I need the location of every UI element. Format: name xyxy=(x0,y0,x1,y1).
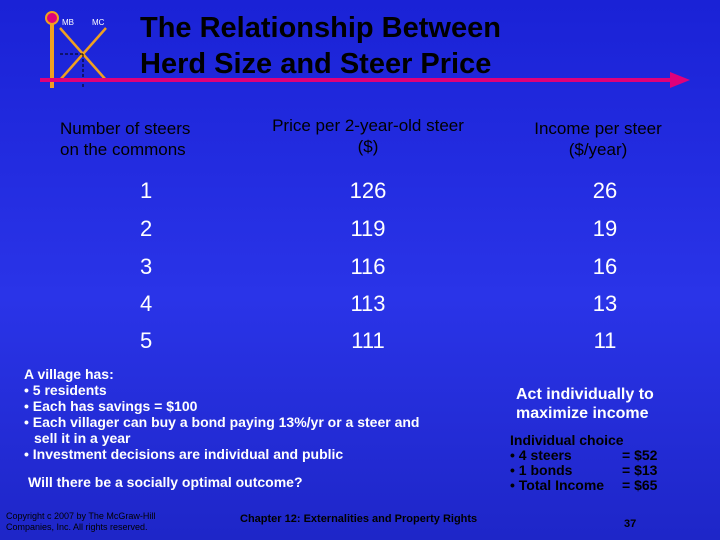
village-heading: A village has: xyxy=(24,366,114,382)
header-price-line1: Price per 2-year-old steer xyxy=(272,116,464,135)
cell-steers: 1 xyxy=(140,178,153,203)
copyright-notice xyxy=(6,511,216,533)
cell-price: 111 xyxy=(351,328,385,353)
choice-label: • 4 steers xyxy=(510,447,572,463)
logo-mc-label: MC xyxy=(92,18,105,27)
village-bullet-continuation: sell it in a year xyxy=(34,430,131,446)
page-number: 37 xyxy=(624,518,637,530)
table-row xyxy=(0,178,720,212)
choice-value: = $52 xyxy=(622,447,658,463)
logo-mb-label: MB xyxy=(62,18,74,27)
title-line-1: The Relationship Between xyxy=(140,12,501,44)
individual-choice-box xyxy=(510,433,710,493)
header-price-line2: ($) xyxy=(357,137,379,156)
cell-price: 116 xyxy=(350,254,386,279)
header-price-per-steer xyxy=(258,115,478,157)
village-bullet: • Each villager can buy a bond paying 13%/yr or a steer and xyxy=(24,414,420,430)
choice-label: • Total Income xyxy=(510,477,605,493)
cell-steers: 5 xyxy=(140,328,153,353)
village-bullet: • Investment decisions are individual and public xyxy=(24,446,344,462)
cell-price: 126 xyxy=(349,178,387,203)
choice-heading: Individual choice xyxy=(510,432,624,448)
choice-value: = $65 xyxy=(622,477,658,493)
title-arrow xyxy=(40,70,690,100)
chapter-label: Chapter 12: Externalities and Property Rights xyxy=(240,513,478,525)
village-bullet: • Each has savings = $100 xyxy=(24,398,198,414)
header-income-line1: Income per steer xyxy=(534,119,662,138)
copyright-line-1: Copyright c 2007 by The McGraw-Hill xyxy=(6,511,156,521)
arrow-head xyxy=(670,72,690,88)
village-bullet: • 5 residents xyxy=(24,382,107,398)
act-individually-note xyxy=(516,385,706,423)
village-description xyxy=(24,366,494,462)
copyright-line-2: Companies, Inc. All rights reserved. xyxy=(6,522,148,532)
cell-income: 13 xyxy=(592,291,618,316)
cell-price: 119 xyxy=(350,216,386,241)
choice-line xyxy=(510,448,710,463)
cell-income: 19 xyxy=(592,216,618,241)
choice-line xyxy=(510,463,710,478)
title-line-2: Herd Size and Steer Price xyxy=(140,48,492,80)
cell-steers: 3 xyxy=(140,254,153,279)
table-row xyxy=(0,216,720,250)
table-row xyxy=(0,291,720,325)
act-line-2: maximize income xyxy=(516,405,649,422)
header-number-of-steers xyxy=(60,118,230,160)
cell-income: 26 xyxy=(592,178,618,203)
choice-value: = $13 xyxy=(622,462,658,478)
table-row xyxy=(0,328,720,362)
logo-dot xyxy=(46,12,58,24)
table-row xyxy=(0,254,720,288)
act-line-1: Act individually to xyxy=(516,386,654,403)
cell-income: 11 xyxy=(593,328,617,353)
cell-steers: 2 xyxy=(140,216,153,241)
header-income-line2: ($/year) xyxy=(568,140,628,159)
cell-steers: 4 xyxy=(140,291,153,316)
choice-label: • 1 bonds xyxy=(510,462,573,478)
header-income-per-steer xyxy=(508,118,688,160)
question-text: Will there be a socially optimal outcome? xyxy=(28,474,303,490)
cell-income: 16 xyxy=(592,254,618,279)
cell-price: 113 xyxy=(350,291,386,316)
header-number-of-steers-line1: Number of steers xyxy=(60,119,191,138)
header-number-of-steers-line2: on the commons xyxy=(60,140,186,159)
choice-line xyxy=(510,478,710,493)
